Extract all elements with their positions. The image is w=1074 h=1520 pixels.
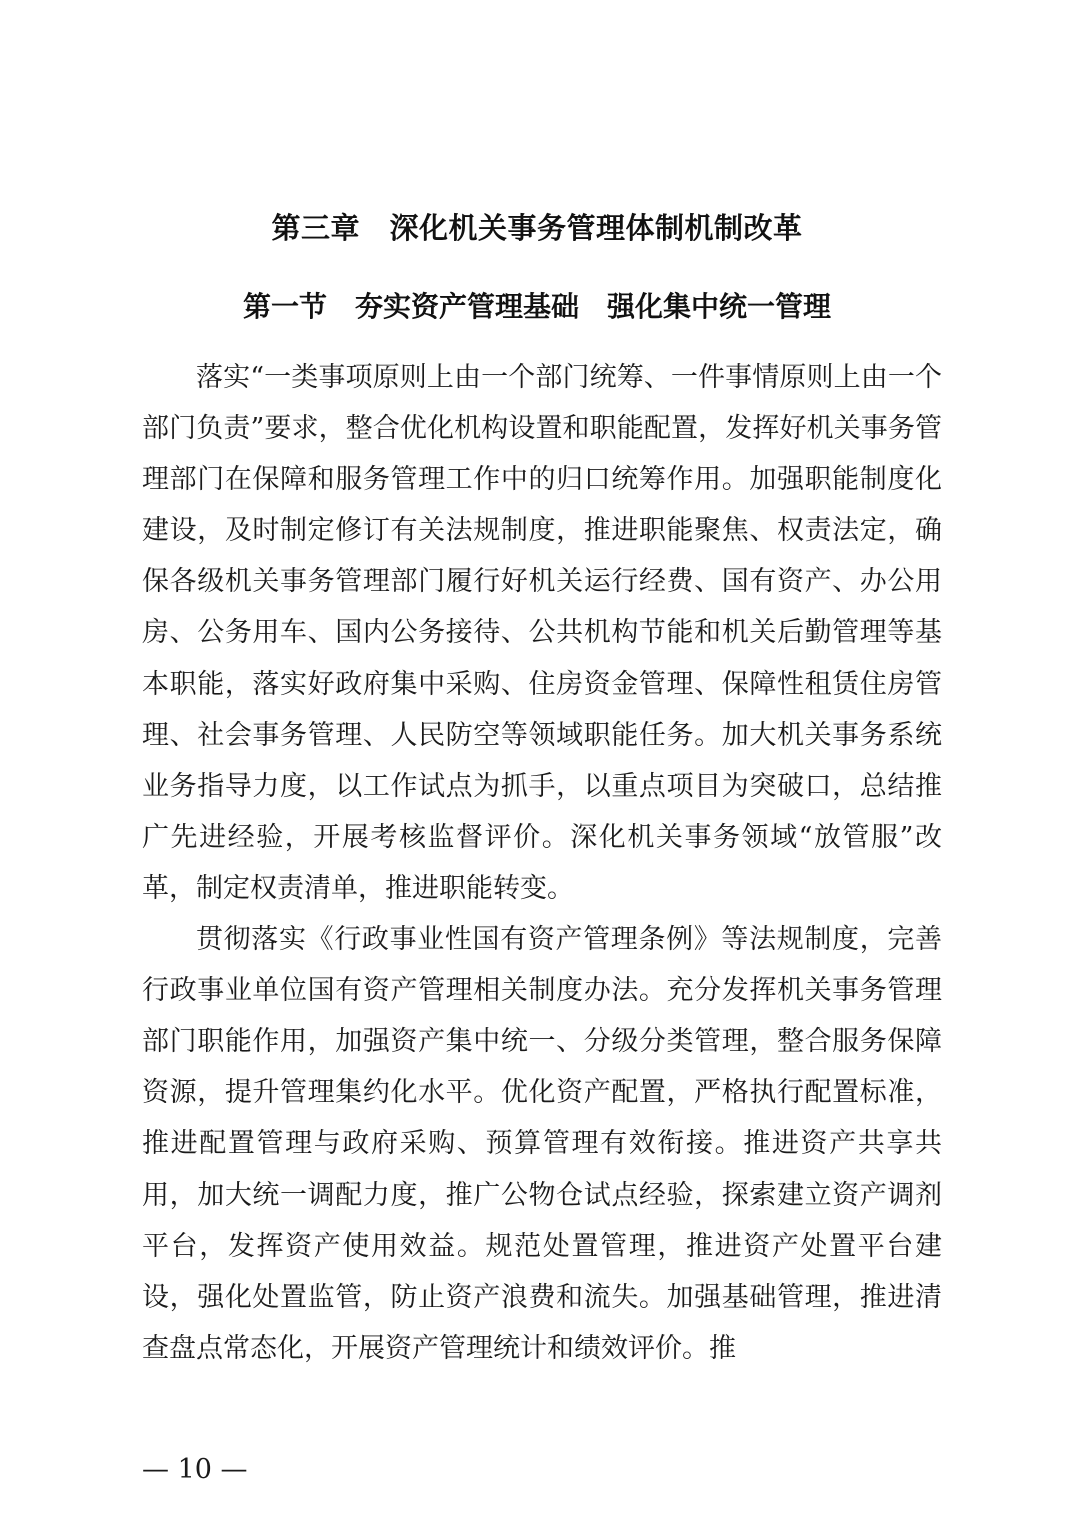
section-title: 第一节 夯实资产管理基础 强化集中统一管理 bbox=[242, 290, 831, 323]
chapter-title: 第三章 深化机关事务管理体制机制改革 bbox=[271, 211, 803, 245]
body-paragraph-1: 落实“一类事项原则上由一个部门统筹、一件事情原则上由一个部门负责”要求，整合优化机构设置和职能配置，发挥好机关事务管理部门在保障和服务管理工作中的归口统筹作用。加强职能制度化建设，及时制定修订有关法规制度，推进职能聚焦、权责法定，确保各级机关事务管理部门履行好机关运行经费、国有资产、办公用房、公务用车、国内公务接待、公共机构节能和机关后勤管理等基本职能，落实好政府集中采购、住房资金管理、保障性租赁住房管理、社会事务管理、人民防空等领域职能任务。加大机关事务系统业务指导力度，以工作试点为抓手，以重点项目为突破口，总结推广先进经验，开展考核监督评价。深化机关事务领域“放管服”改革，制定权责清单，推进职能转变。 bbox=[142, 362, 942, 904]
body-text bbox=[142, 352, 942, 1374]
body-paragraph-2: 贯彻落实《行政事业性国有资产管理条例》等法规制度，完善行政事业单位国有资产管理相关制度办法。充分发挥机关事务管理部门职能作用，加强资产集中统一、分级分类管理，整合服务保障资源，提升管理集约化水平。优化资产配置，严格执行配置标准，推进配置管理与政府采购、预算管理有效衔接。推进资产共享共用，加大统一调配力度，推广公物仓试点经验，探索建立资产调剂平台，发挥资产使用效益。规范处置管理，推进资产处置平台建设，强化处置监管，防止资产浪费和流失。加强基础管理，推进清查盘点常态化，开展资产管理统计和绩效评价。推 bbox=[142, 924, 942, 1364]
page-number: — 10 — bbox=[142, 1454, 248, 1485]
